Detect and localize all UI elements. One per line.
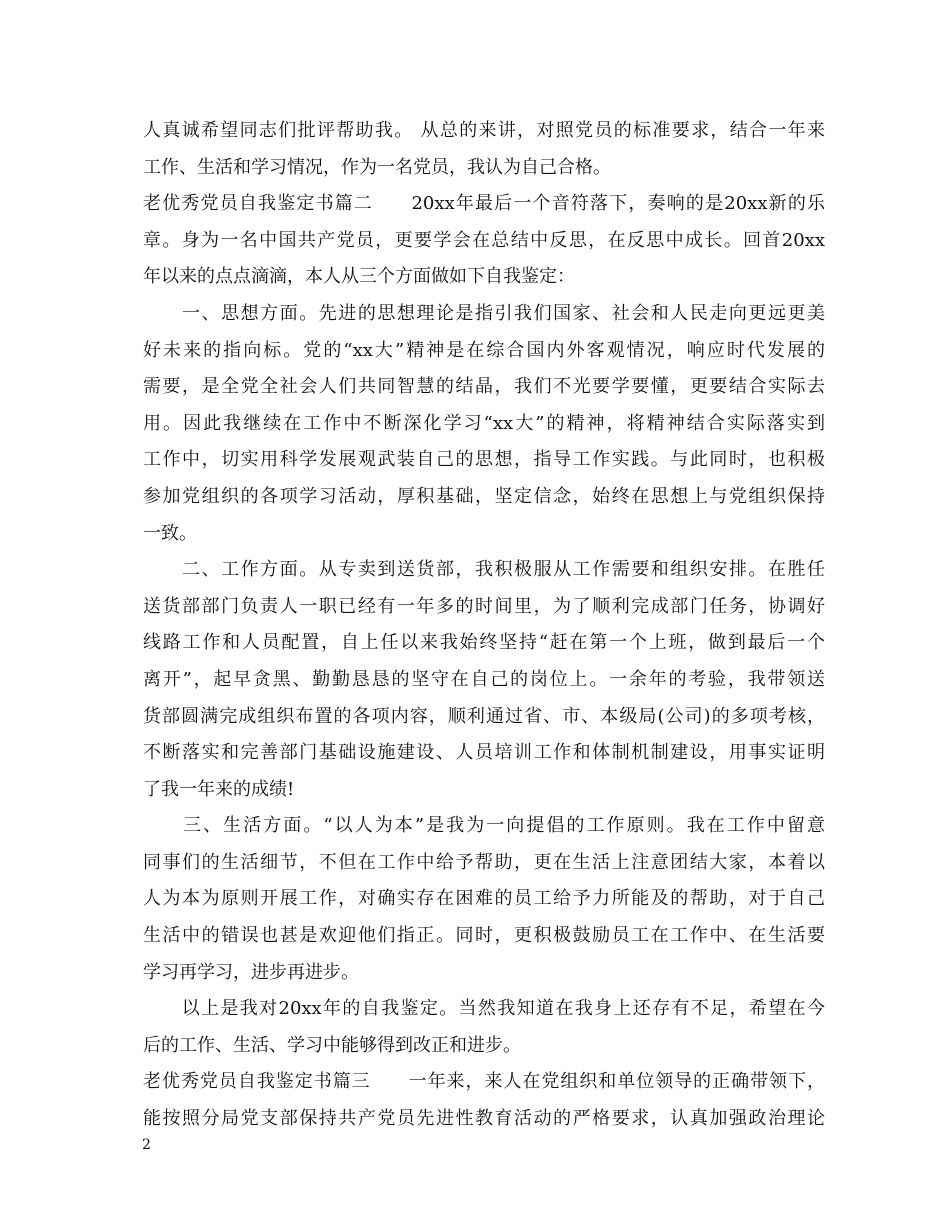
section-heading-line: 老优秀党员自我鉴定书篇二 20xx年最后一个音符落下，奏响的是20xx新的乐 bbox=[143, 193, 825, 215]
text-line: 章。身为一名中国共产党员，更要学会在总结中反思，在反思中成长。回首20xx bbox=[143, 229, 825, 251]
text-line: 三、生活方面。“以人为本”是我为一向提倡的工作原则。我在工作中留意 bbox=[143, 815, 825, 837]
document-body bbox=[143, 113, 825, 1138]
text-line: 人为本为原则开展工作，对确实存在困难的员工给予力所能及的帮助，对于自己 bbox=[143, 888, 825, 910]
text-line: 线路工作和人员配置，自上任以来我始终坚持“赶在第一个上班，做到最后一个 bbox=[143, 632, 825, 654]
text-line: 离开”，起早贪黑、勤勤恳恳的坚守在自己的岗位上。一余年的考验，我带领送 bbox=[143, 668, 825, 690]
page-number: 2 bbox=[142, 1137, 151, 1153]
text-line: 参加党组织的各项学习活动，厚积基础，坚定信念，始终在思想上与党组织保持 bbox=[143, 485, 825, 507]
text-line: 后的工作、生活、学习中能够得到改正和进步。 bbox=[143, 1034, 521, 1056]
text-line: 年以来的点点滴滴，本人从三个方面做如下自我鉴定： bbox=[143, 266, 575, 288]
text-line: 生活中的错误也甚是欢迎他们指正。同时，更积极鼓励员工在工作中、在生活要 bbox=[143, 925, 825, 947]
text-line: 工作中，切实用科学发展观武装自己的思想，指导工作实践。与此同时，也积极 bbox=[143, 449, 825, 471]
text-line: 二、工作方面。从专卖到送货部，我积极服从工作需要和组织安排。在胜任 bbox=[143, 559, 825, 581]
section-heading-line: 老优秀党员自我鉴定书篇三 一年来，来人在党组织和单位领导的正确带领下， bbox=[143, 1071, 825, 1093]
text-line: 送货部部门负责人一职已经有一年多的时间里，为了顺利完成部门任务，协调好 bbox=[143, 595, 825, 617]
text-line: 一致。 bbox=[143, 522, 197, 544]
text-line: 需要，是全党全社会人们共同智慧的结晶，我们不光要学要懂，更要结合实际去 bbox=[143, 376, 825, 398]
text-line: 人真诚希望同志们批评帮助我。 从总的来讲，对照党员的标准要求，结合一年来 bbox=[143, 120, 825, 141]
text-line: 一、思想方面。先进的思想理论是指引我们国家、社会和人民走向更远更美 bbox=[143, 302, 825, 324]
text-line: 不断落实和完善部门基础设施建设、人员培训工作和体制机制建设，用事实证明 bbox=[143, 742, 825, 764]
text-line: 能按照分局党支部保持共产党员先进性教育活动的严格要求，认真加强政治理论 bbox=[143, 1108, 825, 1130]
text-line: 了我一年来的成绩! bbox=[143, 778, 295, 800]
text-line: 好未来的指向标。党的“xx大”精神是在综合国内外客观情况，响应时代发展的 bbox=[143, 339, 825, 361]
text-line: 用。因此我继续在工作中不断深化学习“xx大”的精神，将精神结合实际落实到 bbox=[143, 412, 825, 434]
text-line: 学习再学习，进步再进步。 bbox=[143, 961, 359, 983]
text-line: 工作、生活和学习情况，作为一名党员，我认为自己合格。 bbox=[143, 156, 611, 178]
text-line: 货部圆满完成组织布置的各项内容，顺利通过省、市、本级局(公司)的多项考核， bbox=[143, 705, 825, 727]
text-line: 同事们的生活细节，不但在工作中给予帮助，更在生活上注意团结大家，本着以 bbox=[143, 851, 825, 873]
text-line: 以上是我对20xx年的自我鉴定。当然我知道在我身上还存有不足，希望在今 bbox=[143, 998, 825, 1020]
